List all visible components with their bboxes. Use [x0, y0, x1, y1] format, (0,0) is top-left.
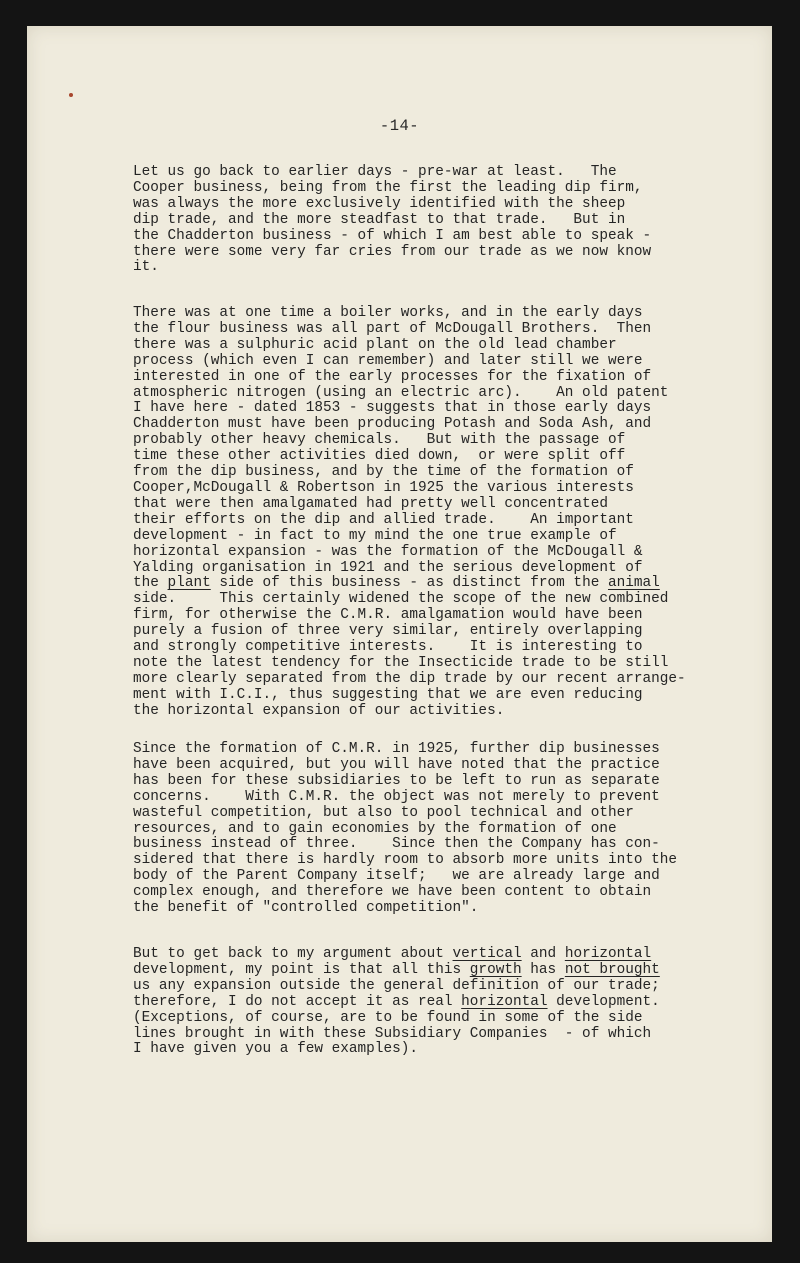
text-line: the Chadderton business - of which I am best able to speak - [133, 227, 652, 244]
text-line: process (which even I can remember) and later still we were [133, 352, 643, 369]
text-line: Yalding organisation in 1921 and the serious development of [133, 559, 643, 576]
page-number: -14- [379, 117, 420, 135]
text-line: therefore, I do not accept it as real horizontal development. [133, 993, 660, 1010]
text-line: purely a fusion of three very similar, entirely overlapping [133, 623, 643, 640]
text-line: the flour business was all part of McDougall Brothers. Then [133, 320, 652, 337]
document-page [27, 26, 772, 1242]
text-line: side. This certainly widened the scope of the new combined [133, 591, 669, 608]
text-line: it. [133, 259, 159, 276]
text-line: sidered that there is hardly room to absorb more units into the [133, 852, 678, 869]
text-line: (Exceptions, of course, are to be found in some of the side [133, 1009, 643, 1026]
text-line: their efforts on the dip and allied trade. An important [133, 511, 634, 528]
underlined-word: plant [167, 575, 211, 592]
text-line: has been for these subsidiaries to be left to run as separate [133, 772, 660, 789]
text-line: body of the Parent Company itself; we are already large and [133, 868, 660, 885]
text-line: I have here - dated 1853 - suggests that in those early days [133, 400, 652, 417]
text-line: have been acquired, but you will have noted that the practice [133, 756, 660, 773]
text-line: and strongly competitive interests. It is interesting to [133, 639, 643, 656]
text-line: Chadderton must have been producing Potash and Soda Ash, and [133, 416, 652, 433]
text-line: concerns. With C.M.R. the object was not merely to prevent [133, 788, 660, 805]
underlined-word: horizontal [564, 946, 652, 962]
text-line: interested in one of the early processes for the fixation of [133, 368, 652, 385]
paragraph-4 [133, 947, 773, 1058]
text-line: more clearly separated from the dip trade by our recent arrange- [133, 670, 686, 687]
text-line: atmospheric nitrogen (using an electric arc). An old patent [133, 384, 669, 401]
text-line: firm, for otherwise the C.M.R. amalgamation would have been [133, 607, 643, 624]
text-line: complex enough, and therefore we have been content to obtain [133, 884, 652, 901]
text-line: the plant side of this business - as distinct from the animal [133, 575, 660, 592]
paragraph-1 [133, 165, 773, 276]
text-line: us any expansion outside the general definition of our trade; [133, 977, 660, 994]
text-line: the benefit of "controlled competition". [133, 900, 479, 917]
paragraph-2 [133, 306, 773, 720]
text-line: business instead of three. Since then the Company has con- [133, 836, 660, 853]
underlined-word: not brought [564, 961, 660, 978]
text-line: note the latest tendency for the Insecticide trade to be still [133, 654, 669, 671]
text-line: development, my point is that all this growth has not brought [133, 961, 660, 978]
underlined-word: vertical [452, 946, 522, 962]
text-line: development - in fact to my mind the one true example of [133, 527, 617, 544]
text-line: there were some very far cries from our trade as we now know [133, 243, 652, 260]
text-line: from the dip business, and by the time of the formation of [133, 464, 634, 481]
underlined-word: horizontal [461, 993, 548, 1010]
text-line: the horizontal expansion of our activities. [133, 702, 505, 719]
text-line: There was at one time a boiler works, and in the early days [133, 305, 643, 321]
paragraph-3 [133, 742, 773, 917]
underlined-word: animal [607, 575, 660, 592]
text-line: that were then amalgamated had pretty well concentrated [133, 495, 608, 512]
text-line: Since the formation of C.M.R. in 1925, further dip businesses [133, 741, 660, 757]
text-line: probably other heavy chemicals. But with the passage of [133, 432, 626, 449]
text-line: Cooper business, being from the first the leading dip firm, [133, 179, 643, 196]
text-line: Let us go back to earlier days - pre-war at least. The [133, 164, 617, 180]
underlined-word: growth [469, 961, 522, 978]
text-line: dip trade, and the more steadfast to that trade. But in [133, 211, 626, 228]
text-line: lines brought in with these Subsidiary Companies - of which [133, 1025, 652, 1042]
text-line: Cooper,McDougall & Robertson in 1925 the various interests [133, 479, 634, 496]
text-line: there was a sulphuric acid plant on the old lead chamber [133, 336, 617, 353]
text-line: wasteful competition, but also to pool technical and other [133, 804, 634, 821]
text-line: horizontal expansion - was the formation of the McDougall & [133, 543, 643, 560]
text-line: resources, and to gain economies by the formation of one [133, 820, 617, 837]
text-line: ment with I.C.I., thus suggesting that we are even reducing [133, 686, 643, 703]
ink-speck [69, 93, 73, 97]
text-line: But to get back to my argument about vertical and horizontal [133, 946, 652, 962]
text-line: I have given you a few examples). [133, 1041, 418, 1058]
text-line: time these other activities died down, or were split off [133, 448, 626, 465]
text-line: was always the more exclusively identified with the sheep [133, 195, 626, 212]
